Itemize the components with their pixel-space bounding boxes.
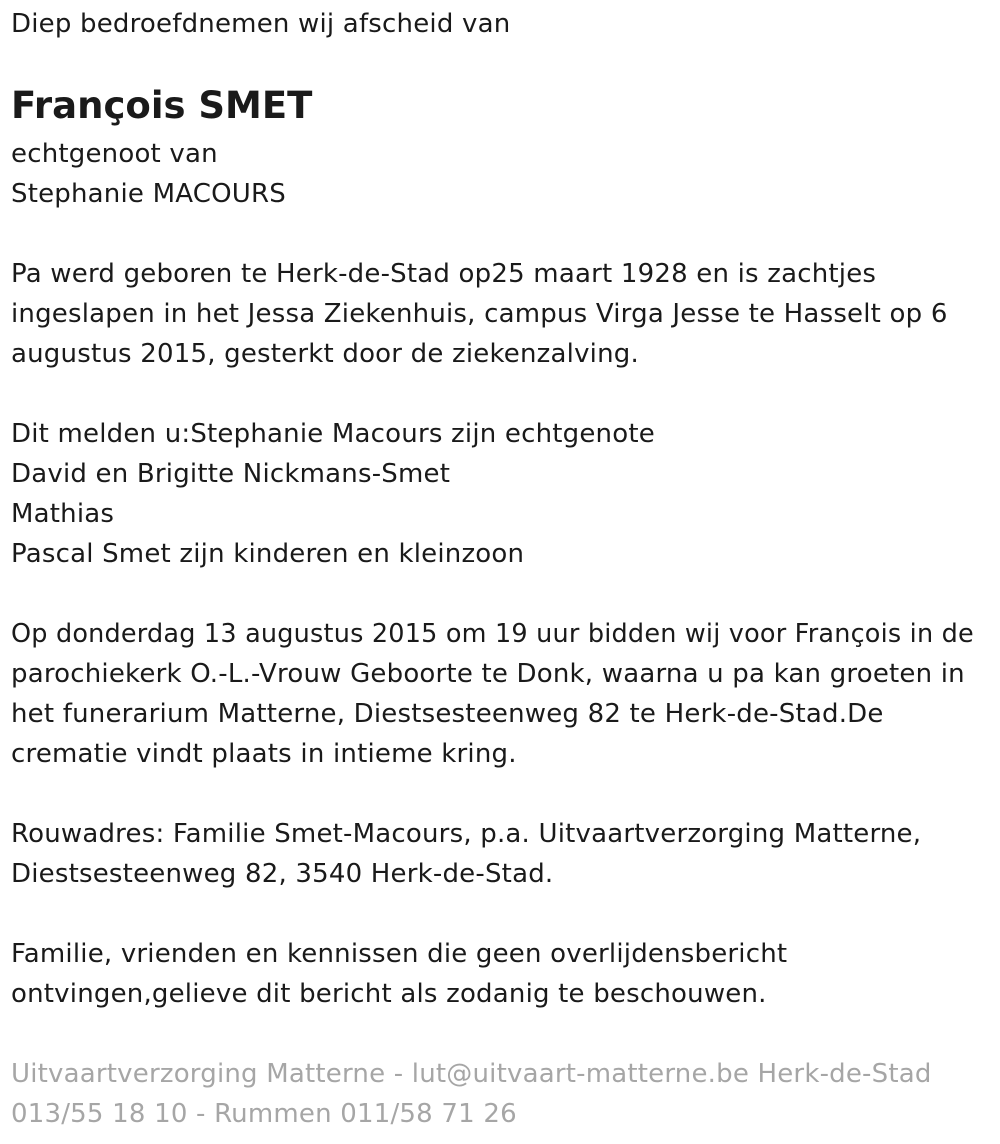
address-paragraph xyxy=(11,814,921,894)
paragraph-line: Diestsesteenweg 82, 3540 Herk-de-Stad. xyxy=(11,859,554,889)
notice-paragraph xyxy=(11,934,787,1014)
family-line: David en Brigitte Nickmans-Smet xyxy=(11,459,451,489)
deceased-name: François SMET xyxy=(11,84,313,127)
paragraph-line: Familie, vrienden en kennissen die geen overlijdensbericht xyxy=(11,939,788,969)
paragraph-line: ontvingen,gelieve dit bericht als zodanig te beschouwen. xyxy=(11,979,767,1009)
paragraph-line: ingeslapen in het Jessa Ziekenhuis, campus Virga Jesse te Hasselt op 6 xyxy=(11,299,948,329)
intro-text: Diep bedroefdnemen wij afscheid van xyxy=(11,9,511,39)
footer-line: Uitvaartverzorging Matterne - lut@uitvaart-matterne.be Herk-de-Stad xyxy=(11,1059,932,1089)
spouse-relation: echtgenoot van xyxy=(11,139,218,169)
paragraph-line: crematie vindt plaats in intieme kring. xyxy=(11,739,517,769)
paragraph-line: Rouwadres: Familie Smet-Macours, p.a. Uitvaartverzorging Matterne, xyxy=(11,819,922,849)
birth-death-paragraph xyxy=(11,254,948,374)
paragraph-line: augustus 2015, gesterkt door de ziekenzalving. xyxy=(11,339,639,369)
footer-contact xyxy=(11,1054,932,1134)
paragraph-line: het funerarium Matterne, Diestsesteenweg 82 te Herk-de-Stad.De xyxy=(11,699,884,729)
paragraph-line: Op donderdag 13 augustus 2015 om 19 uur bidden wij voor François in de xyxy=(11,619,974,649)
paragraph-line: Pa werd geboren te Herk-de-Stad op25 maart 1928 en is zachtjes xyxy=(11,259,877,289)
family-line: Pascal Smet zijn kinderen en kleinzoon xyxy=(11,539,525,569)
ceremony-paragraph xyxy=(11,614,974,774)
spouse-name: Stephanie MACOURS xyxy=(11,179,286,209)
footer-line: 013/55 18 10 - Rummen 011/58 71 26 xyxy=(11,1099,517,1129)
family-line: Dit melden u:Stephanie Macours zijn echtgenote xyxy=(11,419,655,449)
family-line: Mathias xyxy=(11,499,115,529)
paragraph-line: parochiekerk O.-L.-Vrouw Geboorte te Donk, waarna u pa kan groeten in xyxy=(11,659,965,689)
family-paragraph xyxy=(11,414,655,574)
spouse-block xyxy=(11,134,286,214)
